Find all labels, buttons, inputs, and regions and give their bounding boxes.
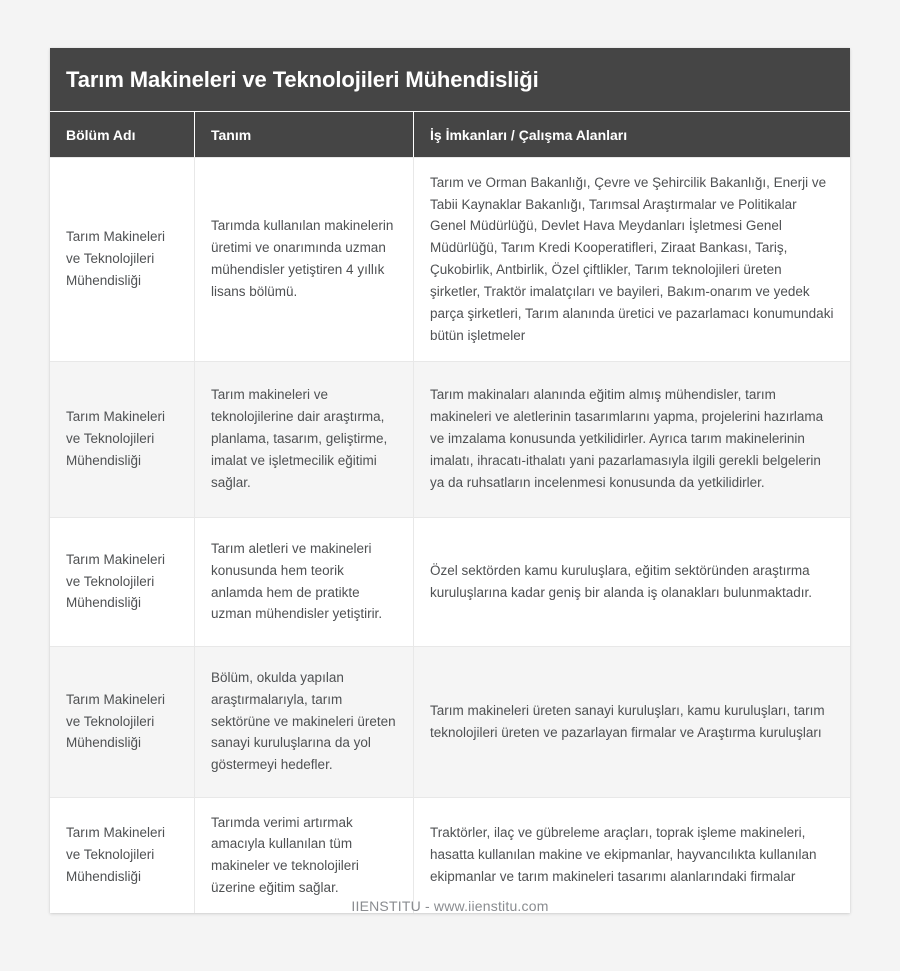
cell-is-imkanlari (414, 518, 850, 646)
cell-text: Tarım Makineleri ve Teknolojileri Mühendisliği (66, 691, 166, 751)
cell-text: Tarım Makineleri ve Teknolojileri Mühendisliği (66, 825, 166, 885)
cell-is-imkanlari (414, 798, 850, 913)
cell-text: Tarım ve Orman Bakanlığı, Çevre ve Şehircilik Bakanlığı, Enerji ve Tabii Kaynaklar Bakanlığı, Tarımsal Araştırmalar ve Politikalar Genel Müdürlüğü, Devlet Hava Meydanları İşletmesi Genel Müdürlüğü, Tarım Kredi Kooperatifleri, Ziraat Bankası, Tariş, Çukobirlik, Antbirlik, Özel çiftlikler, Tarım teknolojileri üreten şirketler, Traktör imalatçıları ve bayileri, Bakım-onarım ve yedek parça şirketleri, Tarım alanında üretici ve pazarlamacı konumundaki bütün işletmeler (430, 174, 834, 343)
table-row (50, 517, 850, 646)
table-row (50, 361, 850, 517)
cell-bolum-adi (50, 647, 195, 797)
cell-text: Tarım aletleri ve makineleri konusunda hem teorik anlamda hem de pratikte uzman mühendisler yetiştirir. (211, 540, 383, 622)
table-header-row (50, 112, 850, 157)
cell-tanim (195, 362, 414, 517)
table-row (50, 797, 850, 913)
cell-text: Traktörler, ilaç ve gübreleme araçları, toprak işleme makineleri, hasatta kullanılan makine ve ekipmanlar, hayvancılıkta kullanılan ekipmanlar ve tarım makineleri tasarımı alanlarındaki firmalar (430, 825, 817, 885)
cell-text: Tarım Makineleri ve Teknolojileri Mühendisliği (66, 409, 166, 468)
cell-bolum-adi (50, 518, 195, 646)
cell-text: Tarım Makineleri ve Teknolojileri Mühendisliği (66, 229, 166, 289)
cell-tanim (195, 798, 414, 913)
cell-tanim (195, 647, 414, 797)
cell-tanim (195, 518, 414, 646)
table-row (50, 157, 850, 361)
cell-bolum-adi (50, 158, 195, 361)
table-row (50, 646, 850, 797)
cell-bolum-adi (50, 362, 195, 517)
cell-text: Tarımda kullanılan makinelerin üretimi ve onarımında uzman mühendisler yetiştiren 4 yıllık lisans bölümü. (211, 218, 394, 299)
cell-text: Tarım makinaları alanında eğitim almış mühendisler, tarım makineleri ve aletlerinin tasarımlarını yapma, projelerini hazırlama ve imzalama konusunda yetkilidirler. Ayrıca tarım makinelerinin imalatı, ihracatı-ithalatı yani pazarlamasıyla ilgili gerekli belgelerin ya da ruhsatların incelenmesi konusunda da yetkilidirler. (430, 387, 824, 490)
footer-attribution: IIENSTITU - www.iienstitu.com (351, 898, 549, 914)
column-header-tanim: Tanım (195, 112, 414, 157)
info-table-card (50, 48, 850, 913)
cell-tanim (195, 158, 414, 361)
cell-text: Tarım makineleri ve teknolojilerine dair araştırma, planlama, tasarım, geliştirme, imalat ve işletmecilik eğitimi sağlar. (211, 387, 388, 490)
cell-text: Tarım makineleri üreten sanayi kuruluşları, kamu kuruluşları, tarım teknolojileri üreten ve pazarlayan firmalar ve Araştırma kuruluşları (430, 702, 825, 740)
cell-text: Tarım Makineleri ve Teknolojileri Mühendisliği (66, 551, 166, 611)
column-header-bolum-adi: Bölüm Adı (50, 112, 195, 157)
cell-text: Tarımda verimi artırmak amacıyla kullanılan tüm makineler ve teknolojileri üzerine eğitim sağlar. (211, 814, 359, 896)
cell-is-imkanlari (414, 362, 850, 517)
cell-text: Özel sektörden kamu kuruluşlara, eğitim sektöründen araştırma kuruluşlarına kadar geniş bir alanda iş olanakları bulunmaktadır. (430, 562, 812, 600)
cell-is-imkanlari (414, 647, 850, 797)
column-header-is-imkanlari: İş İmkanları / Çalışma Alanları (430, 126, 628, 143)
cell-bolum-adi (50, 798, 195, 913)
page-title: Tarım Makineleri ve Teknolojileri Mühendisliği (50, 48, 850, 112)
cell-is-imkanlari (414, 158, 850, 361)
cell-text: Bölüm, okulda yapılan araştırmalarıyla, tarım sektörüne ve makineleri üreten sanayi kuruluşlarına da yol göstermeyi hedefler. (211, 669, 396, 773)
